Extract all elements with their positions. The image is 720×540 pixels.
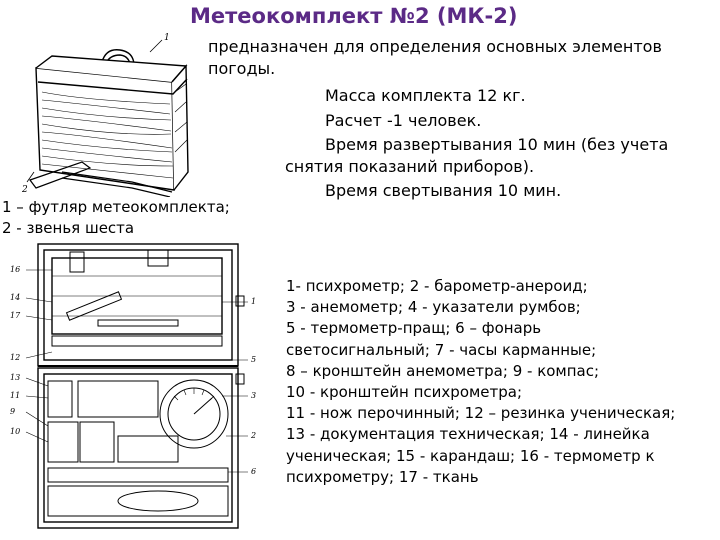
- legend-line: 5 - термометр-пращ; 6 – фонарь: [286, 319, 542, 338]
- interior-callout-label: 16: [10, 265, 21, 274]
- interior-callout-label: 2: [251, 431, 257, 440]
- kit-interior-illustration: [8, 236, 270, 536]
- page-title: Метеокомплект №2 (МК-2): [190, 4, 518, 28]
- legend-line: 13 - документация техническая; 14 - линейка: [286, 425, 650, 444]
- legend-line: психрометру; 17 - ткань: [286, 467, 479, 486]
- legend-line: 10 - кронштейн психрометра;: [286, 383, 523, 402]
- fold-time-line: Время свертывания 10 мин.: [325, 181, 562, 200]
- mass-line: Масса комплекта 12 кг.: [325, 86, 526, 105]
- interior-callout-label: 10: [10, 427, 21, 436]
- legend-line: 11 - нож перочинный; 12 – резинка ученическая;: [286, 404, 676, 423]
- case-illustration: [22, 22, 192, 197]
- case-callout-label: 1: [164, 33, 170, 43]
- interior-callout-label: 13: [10, 373, 21, 382]
- interior-callout-label: 6: [251, 467, 257, 476]
- case-caption: [2, 197, 230, 239]
- legend-line: 8 – кронштейн анемометра; 9 - компас;: [286, 361, 600, 380]
- legend-line: светосигнальный; 7 - часы карманные;: [286, 340, 597, 359]
- legend-line: 1- психрометр; 2 - барометр-анероид;: [286, 277, 588, 295]
- case-callout-label: 2: [22, 185, 28, 195]
- interior-callout-label: 9: [10, 407, 16, 416]
- description-line-2: погоды.: [208, 59, 276, 78]
- interior-callout-label: 3: [251, 391, 257, 400]
- interior-callout-label: 5: [251, 355, 257, 364]
- deploy-time-line: Время развертывания 10 мин (без учета: [325, 135, 669, 154]
- interior-callout-label: 11: [10, 391, 21, 400]
- interior-callout-label: 1: [251, 297, 257, 306]
- interior-callout-label: 14: [10, 293, 21, 302]
- interior-callout-label: 12: [10, 353, 21, 362]
- crew-line: Расчет -1 человек.: [325, 111, 482, 130]
- deploy-time-line-2: снятия показаний приборов).: [285, 157, 535, 176]
- legend-line: ученическая; 15 - карандаш; 16 - термометр к: [286, 446, 655, 465]
- case-caption-line: 1 – футляр метеокомплекта;: [2, 198, 230, 216]
- case-caption-line: 2 - звенья шеста: [2, 219, 135, 237]
- legend-line: 3 - анемометр; 4 - указатели румбов;: [286, 298, 581, 317]
- description-line-1: предназначен для определения основных элементов: [208, 37, 662, 56]
- components-legend: [286, 276, 675, 488]
- interior-callout-label: 17: [10, 311, 21, 320]
